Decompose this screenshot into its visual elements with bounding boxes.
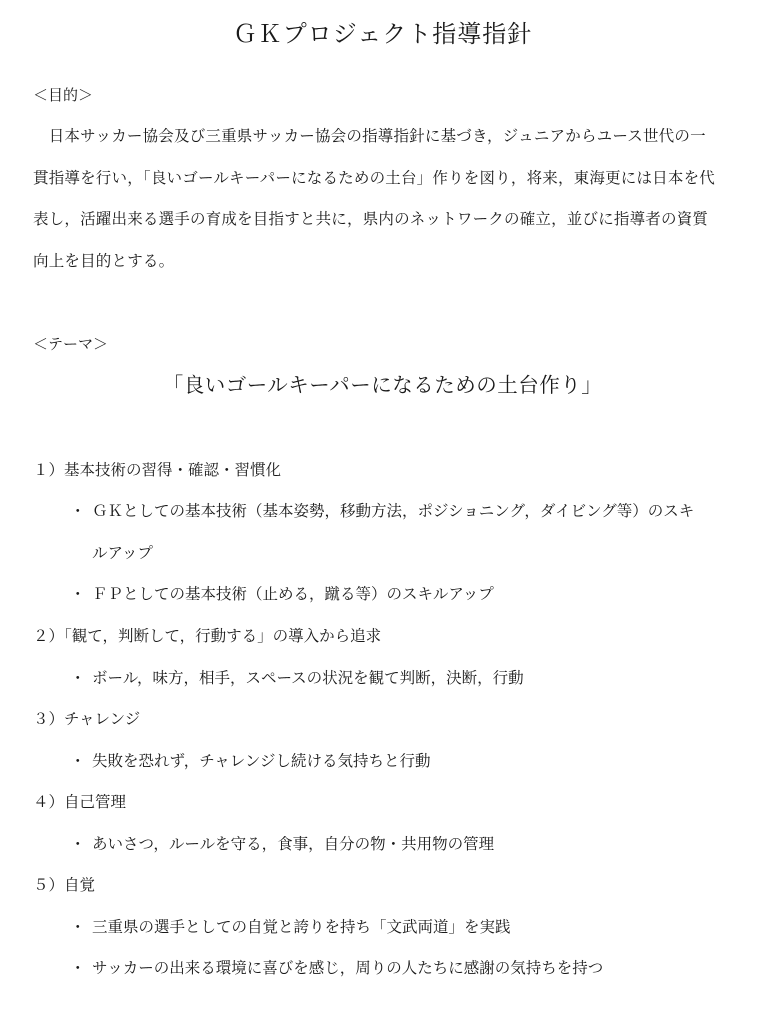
sub-item: [70, 956, 603, 978]
purpose-line: 向上を目的とする。: [33, 252, 175, 270]
sub-item: [70, 749, 431, 771]
bullet: ・: [70, 585, 86, 603]
sub-item-continuation: ルアップ: [92, 544, 153, 562]
bullet: ・: [70, 835, 86, 853]
sub-item: [70, 582, 494, 604]
sub-item-text: あいさつ，ルールを守る，食事，自分の物・共用物の管理: [92, 835, 495, 853]
purpose-line: 貫指導を行い，「良いゴールキーパーになるための土台」作りを図り，将来，東海更には日本を代: [33, 169, 715, 187]
theme-text: 「良いゴールキーパーになるための土台作り」: [162, 373, 603, 397]
list-item-3: ３）チャレンジ: [33, 710, 141, 728]
purpose-line: 日本サッカー協会及び三重県サッカー協会の指導指針に基づき，ジュニアからユース世代の一: [33, 127, 706, 145]
sub-item: [70, 915, 511, 937]
sub-item-text: サッカーの出来る環境に喜びを感じ，周りの人たちに感謝の気持ちを持つ: [92, 959, 604, 977]
bullet: ・: [70, 669, 86, 687]
bullet: ・: [70, 918, 86, 936]
sub-item-text: ＧＫとしての基本技術（基本姿勢，移動方法，ポジショニング，ダイビング等）のスキ: [92, 502, 695, 520]
list-item-4: ４）自己管理: [33, 793, 127, 811]
list-item-5: ５）自覚: [33, 876, 96, 894]
purpose-heading: ＜目的＞: [33, 86, 94, 104]
list-item-1: １）基本技術の習得・確認・習慣化: [33, 461, 282, 479]
bullet: ・: [70, 502, 86, 520]
sub-item: [70, 499, 694, 521]
sub-item-text: ボール，味方，相手，スペースの状況を観て判断，決断，行動: [92, 669, 524, 687]
sub-item-text: 失敗を恐れず，チャレンジし続ける気持ちと行動: [92, 752, 431, 770]
bullet: ・: [70, 752, 86, 770]
theme-heading: ＜テーマ＞: [33, 335, 109, 353]
purpose-line: 表し，活躍出来る選手の育成を目指すと共に，県内のネットワークの確立，並びに指導者の資質: [33, 210, 709, 228]
bullet: ・: [70, 959, 86, 977]
document-title: ＧＫプロジェクト指導指針: [232, 20, 533, 48]
sub-item-text: ＦＰとしての基本技術（止める，蹴る等）のスキルアップ: [92, 585, 494, 603]
sub-item: [70, 666, 524, 688]
sub-item: [70, 832, 494, 854]
sub-item-text: 三重県の選手としての自覚と誇りを持ち「文武両道」を実践: [92, 918, 511, 936]
list-item-2: ２）「観て，判断して，行動する」の導入から追求: [33, 627, 382, 645]
